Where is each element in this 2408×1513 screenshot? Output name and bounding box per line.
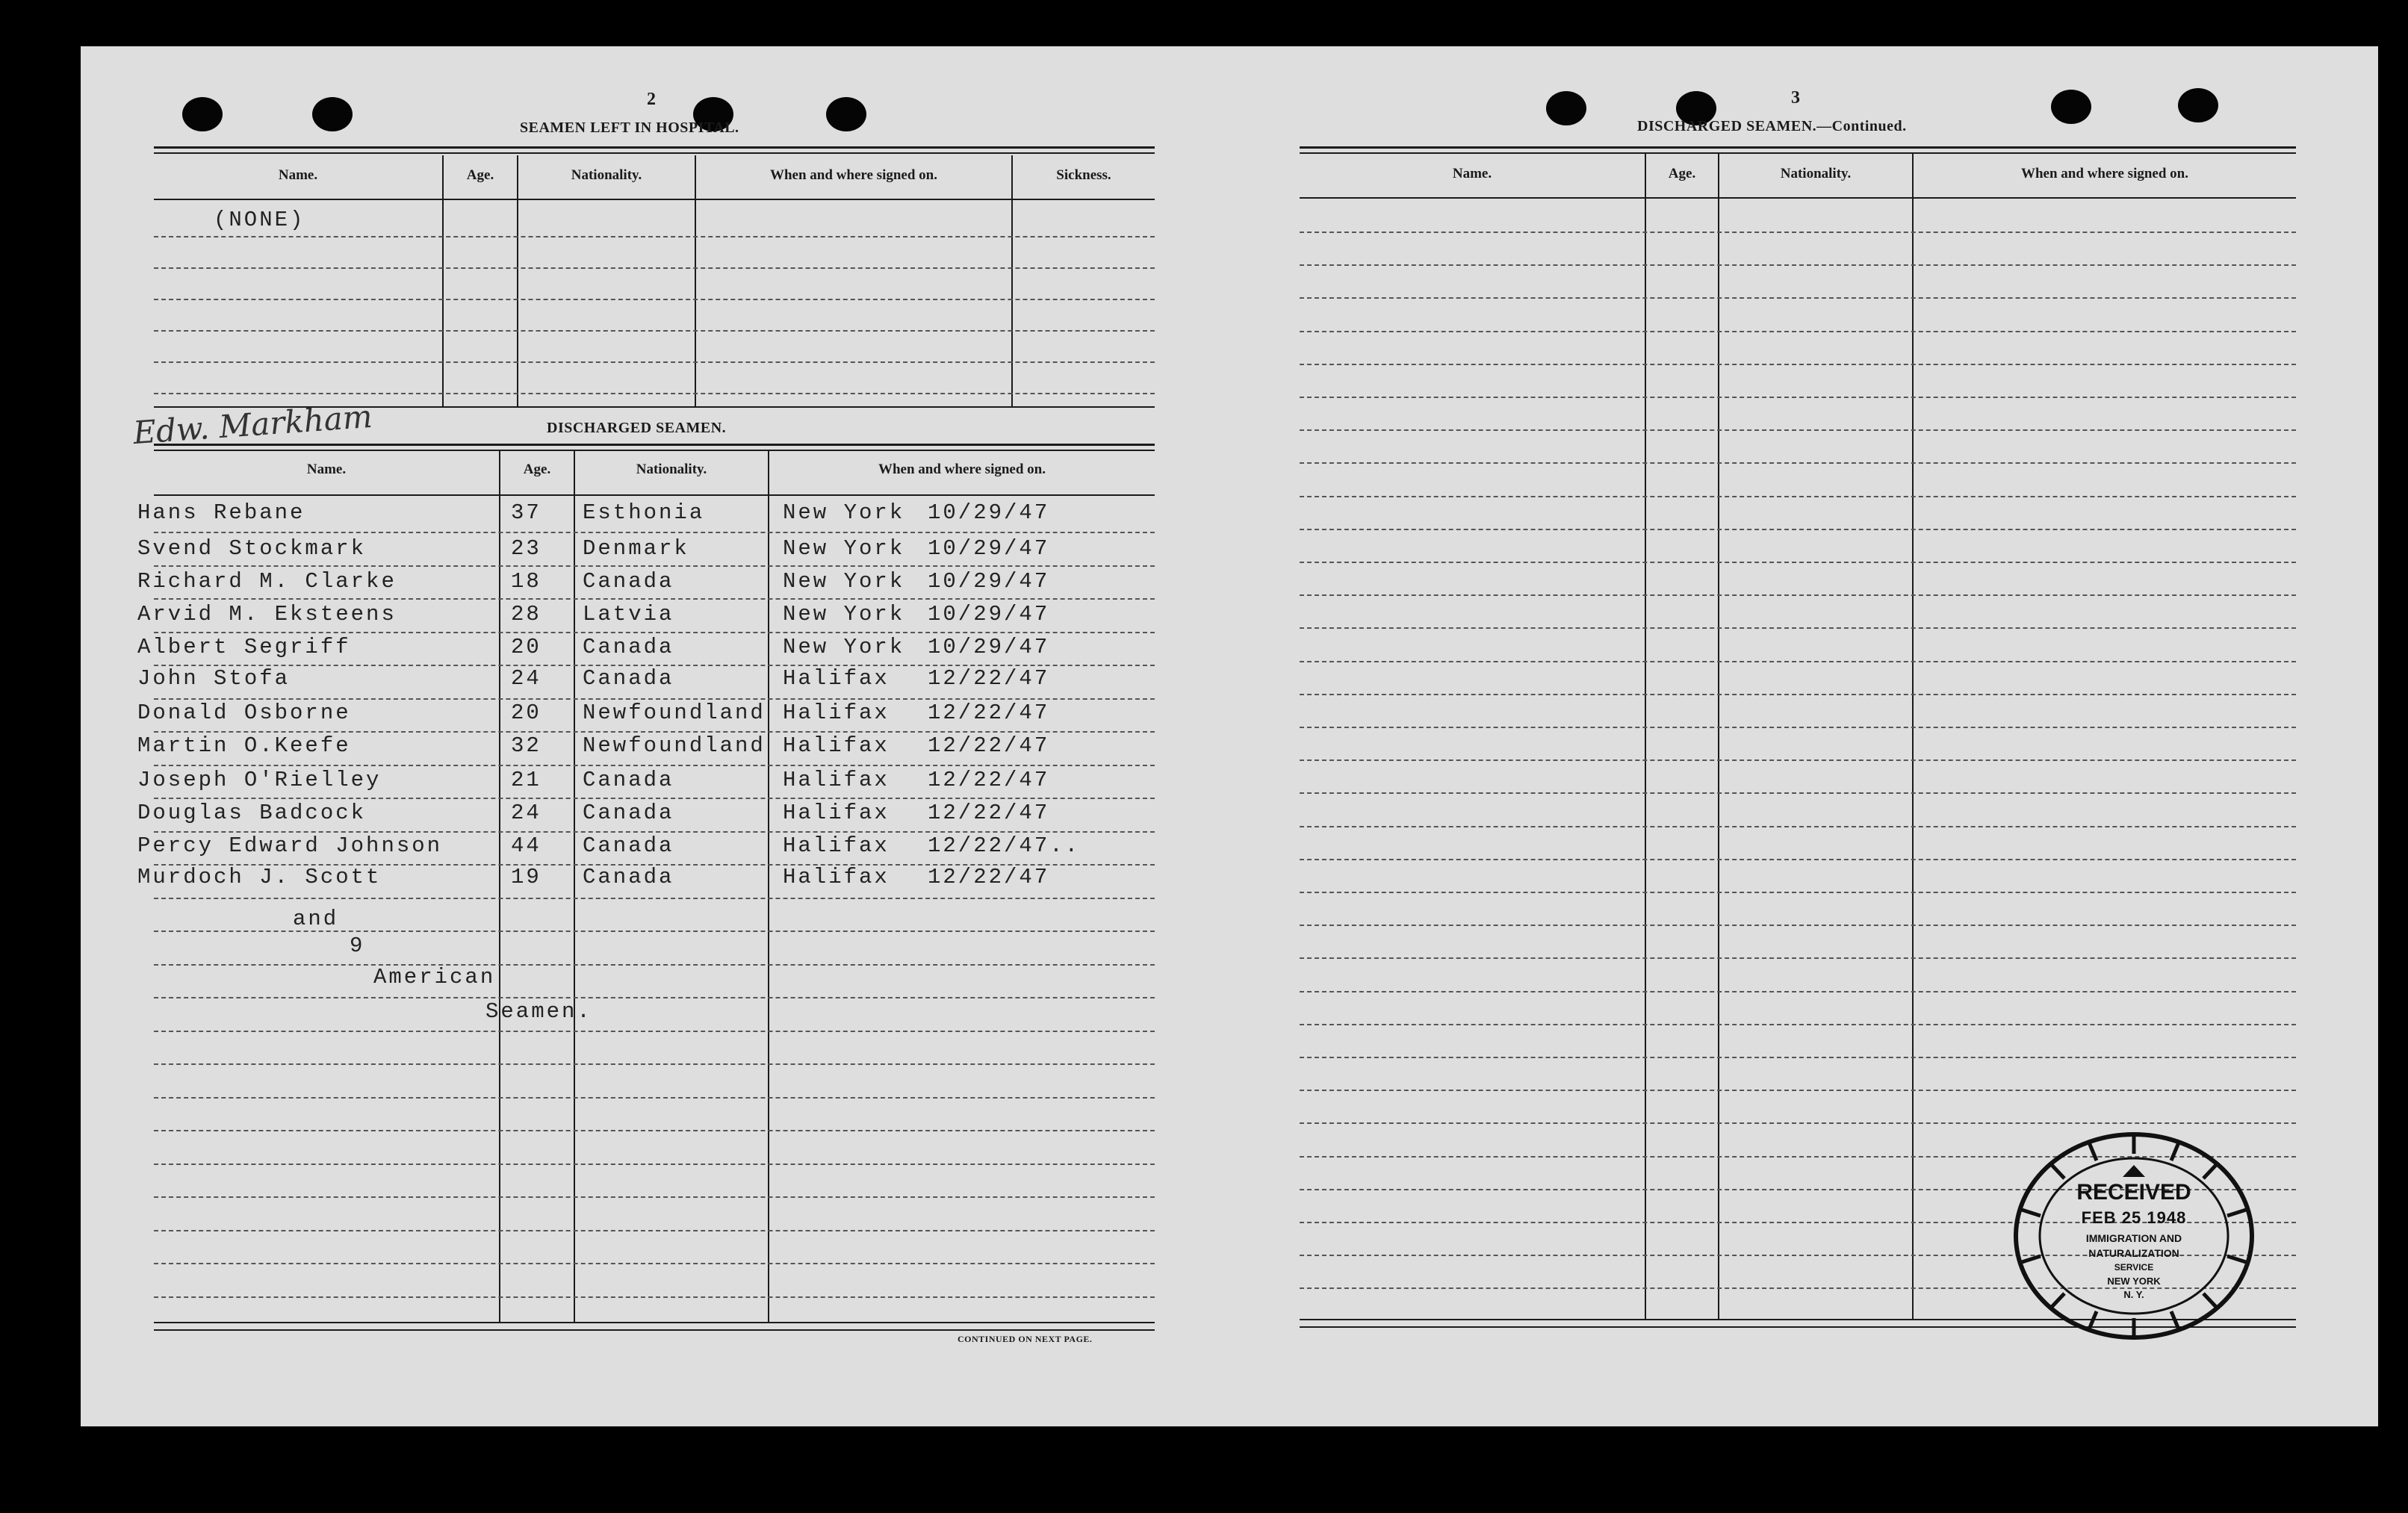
ruled-line bbox=[154, 1263, 1155, 1264]
hospital-entry: (NONE) bbox=[214, 208, 305, 232]
note-seamen: Seamen. bbox=[485, 999, 592, 1024]
seaman-name: Albert Segriff bbox=[137, 635, 351, 659]
table-top-rule bbox=[154, 444, 1155, 446]
signed-on-date: 12/22/47 bbox=[928, 768, 1050, 792]
seaman-nationality: Canada bbox=[583, 768, 674, 792]
column-header-age: Age. bbox=[466, 167, 494, 183]
seaman-age: 18 bbox=[511, 569, 542, 594]
seaman-nationality: Esthonia bbox=[583, 500, 705, 525]
seaman-age: 32 bbox=[511, 733, 542, 758]
ruled-line bbox=[154, 798, 1155, 799]
ruled-line bbox=[1300, 925, 2296, 926]
ruled-line bbox=[154, 1196, 1155, 1198]
discharged-heading: DISCHARGED SEAMEN. bbox=[547, 420, 727, 436]
header-underline bbox=[154, 199, 1155, 200]
ruled-line bbox=[1300, 1122, 2296, 1124]
seaman-nationality: Canada bbox=[583, 635, 674, 659]
column-divider bbox=[517, 155, 518, 406]
seaman-nationality: Newfoundland bbox=[583, 733, 766, 758]
ruled-line bbox=[154, 267, 1155, 269]
seaman-nationality: Newfoundland bbox=[583, 700, 766, 725]
signed-on-date: 10/29/47 bbox=[928, 569, 1050, 594]
ruled-line bbox=[154, 565, 1155, 567]
table-top-rule bbox=[154, 146, 1155, 149]
signature: Edw. Markham bbox=[131, 397, 374, 452]
column-divider bbox=[442, 155, 444, 406]
seaman-name: Donald Osborne bbox=[137, 700, 351, 725]
table-top-rule bbox=[1300, 152, 2296, 154]
column-header-signed-on: When and where signed on. bbox=[2020, 166, 2188, 181]
stamp-agency-1: IMMIGRATION AND bbox=[2085, 1232, 2182, 1244]
signed-on-date: 12/22/47 bbox=[928, 801, 1050, 825]
ruled-line bbox=[154, 632, 1155, 633]
column-header-signed-on: When and where signed on. bbox=[769, 167, 937, 183]
seaman-nationality: Canada bbox=[583, 865, 674, 889]
ruled-line bbox=[1300, 892, 2296, 893]
signed-on-place: New York bbox=[783, 500, 905, 525]
seaman-age: 23 bbox=[511, 536, 542, 561]
ruled-line bbox=[1300, 562, 2296, 563]
signed-on-place: Halifax bbox=[783, 768, 890, 792]
ruled-line bbox=[1300, 727, 2296, 728]
note-and: and bbox=[293, 907, 339, 931]
ruled-line bbox=[1300, 429, 2296, 431]
signed-on-date: 12/22/47.. bbox=[928, 833, 1081, 858]
column-header-name: Name. bbox=[278, 167, 318, 183]
signed-on-place: Halifax bbox=[783, 833, 890, 858]
ruled-line bbox=[1300, 661, 2296, 662]
seaman-nationality: Canada bbox=[583, 801, 674, 825]
ruled-line bbox=[154, 731, 1155, 733]
ruled-line bbox=[154, 1230, 1155, 1231]
seaman-age: 44 bbox=[511, 833, 542, 858]
seaman-name: Joseph O'Rielley bbox=[137, 768, 382, 792]
signed-on-date: 12/22/47 bbox=[928, 700, 1050, 725]
column-divider bbox=[1645, 154, 1646, 1320]
column-divider bbox=[574, 451, 575, 1322]
ruled-line bbox=[1300, 462, 2296, 464]
seaman-nationality: Denmark bbox=[583, 536, 689, 561]
seaman-nationality: Canada bbox=[583, 833, 674, 858]
ruled-line bbox=[154, 1164, 1155, 1165]
column-header-sickness: Sickness. bbox=[1056, 167, 1111, 183]
ruled-line bbox=[1300, 1090, 2296, 1091]
punch-hole bbox=[312, 97, 353, 131]
signed-on-place: New York bbox=[783, 569, 905, 594]
ruled-line bbox=[154, 236, 1155, 237]
seaman-name: Svend Stockmark bbox=[137, 536, 367, 561]
ruled-line bbox=[1300, 859, 2296, 860]
ruled-line bbox=[154, 1130, 1155, 1131]
signed-on-date: 10/29/47 bbox=[928, 536, 1050, 561]
table-top-rule bbox=[154, 450, 1155, 451]
ruled-line bbox=[154, 1296, 1155, 1298]
ruled-line bbox=[1300, 397, 2296, 398]
ruled-line bbox=[1300, 759, 2296, 761]
signed-on-date: 12/22/47 bbox=[928, 865, 1050, 889]
ruled-line bbox=[154, 964, 1155, 966]
ruled-line bbox=[1300, 496, 2296, 497]
table-bottom-rule bbox=[154, 1329, 1155, 1331]
signed-on-place: Halifax bbox=[783, 865, 890, 889]
ruled-line bbox=[1300, 264, 2296, 266]
ruled-line bbox=[154, 698, 1155, 700]
column-header-nationality: Nationality. bbox=[636, 462, 707, 477]
seaman-age: 37 bbox=[511, 500, 542, 525]
ruled-line bbox=[1300, 364, 2296, 365]
seaman-name: Arvid M. Eksteens bbox=[137, 602, 397, 627]
seaman-name: Douglas Badcock bbox=[137, 801, 367, 825]
seaman-name: Murdoch J. Scott bbox=[137, 865, 382, 889]
page-number-left: 2 bbox=[647, 90, 656, 109]
ruled-line bbox=[154, 831, 1155, 833]
column-divider bbox=[1912, 154, 1914, 1320]
ruled-line bbox=[154, 361, 1155, 363]
seaman-name: Martin O.Keefe bbox=[137, 733, 351, 758]
seaman-age: 21 bbox=[511, 768, 542, 792]
ruled-line bbox=[154, 598, 1155, 600]
ruled-line bbox=[1300, 957, 2296, 959]
seaman-age: 20 bbox=[511, 700, 542, 725]
received-stamp bbox=[2011, 1128, 2257, 1344]
ruled-line bbox=[154, 299, 1155, 300]
punch-hole bbox=[182, 97, 223, 131]
seaman-age: 19 bbox=[511, 865, 542, 889]
column-divider bbox=[768, 451, 769, 1322]
ruled-line bbox=[154, 1063, 1155, 1065]
punch-hole bbox=[2178, 88, 2218, 122]
signed-on-place: Halifax bbox=[783, 666, 890, 691]
ruled-line bbox=[1300, 627, 2296, 629]
ruled-line bbox=[1300, 991, 2296, 992]
punch-hole bbox=[1546, 91, 1586, 125]
signed-on-place: New York bbox=[783, 602, 905, 627]
discharged-continued-heading: DISCHARGED SEAMEN.—Continued. bbox=[1637, 118, 1907, 134]
ruled-line bbox=[1300, 331, 2296, 332]
ruled-line bbox=[1300, 1057, 2296, 1058]
ruled-line bbox=[1300, 594, 2296, 596]
column-divider bbox=[695, 155, 696, 406]
signed-on-place: Halifax bbox=[783, 700, 890, 725]
ruled-line bbox=[1300, 826, 2296, 827]
seaman-age: 24 bbox=[511, 801, 542, 825]
punch-hole bbox=[826, 97, 866, 131]
hospital-heading: SEAMEN LEFT IN HOSPITAL. bbox=[520, 119, 739, 136]
column-divider bbox=[499, 451, 500, 1322]
ruled-line bbox=[154, 1097, 1155, 1099]
stamp-agency-2: NATURALIZATION bbox=[2088, 1247, 2179, 1259]
seaman-nationality: Latvia bbox=[583, 602, 674, 627]
signed-on-date: 12/22/47 bbox=[928, 666, 1050, 691]
ruled-line bbox=[1300, 792, 2296, 794]
column-header-age: Age. bbox=[1668, 166, 1696, 181]
ruled-line bbox=[1300, 297, 2296, 299]
ruled-line bbox=[154, 393, 1155, 394]
signed-on-date: 10/29/47 bbox=[928, 500, 1050, 525]
table-bottom-rule bbox=[154, 1322, 1155, 1323]
signed-on-date: 10/29/47 bbox=[928, 635, 1050, 659]
seaman-name: John Stofa bbox=[137, 666, 291, 691]
seaman-age: 24 bbox=[511, 666, 542, 691]
column-header-nationality: Nationality. bbox=[571, 167, 642, 183]
note-american: American bbox=[373, 965, 496, 989]
signed-on-place: Halifax bbox=[783, 801, 890, 825]
ruled-line bbox=[1300, 529, 2296, 530]
column-divider bbox=[1718, 154, 1719, 1320]
ruled-line bbox=[154, 997, 1155, 998]
signed-on-date: 10/29/47 bbox=[928, 602, 1050, 627]
seaman-nationality: Canada bbox=[583, 666, 674, 691]
seaman-nationality: Canada bbox=[583, 569, 674, 594]
stamp-city: NEW YORK bbox=[2107, 1276, 2161, 1287]
ruled-line bbox=[1300, 1024, 2296, 1025]
seaman-age: 28 bbox=[511, 602, 542, 627]
column-header-signed-on: When and where signed on. bbox=[878, 462, 1046, 477]
column-header-name: Name. bbox=[1452, 166, 1492, 181]
header-underline bbox=[1300, 197, 2296, 199]
column-header-nationality: Nationality. bbox=[1780, 166, 1852, 181]
ruled-line bbox=[1300, 694, 2296, 695]
signed-on-date: 12/22/47 bbox=[928, 733, 1050, 758]
seaman-name: Percy Edward Johnson bbox=[137, 833, 443, 858]
header-underline bbox=[154, 494, 1155, 496]
seaman-name: Richard M. Clarke bbox=[137, 569, 397, 594]
stamp-date: FEB 25 1948 bbox=[2081, 1208, 2187, 1227]
seaman-name: Hans Rebane bbox=[137, 500, 305, 525]
stamp-agency-3: SERVICE bbox=[2114, 1262, 2154, 1273]
column-divider bbox=[1011, 155, 1013, 406]
ruled-line bbox=[154, 765, 1155, 766]
punch-hole bbox=[2051, 90, 2091, 124]
ruled-line bbox=[154, 532, 1155, 533]
signed-on-place: New York bbox=[783, 536, 905, 561]
seaman-age: 20 bbox=[511, 635, 542, 659]
table-top-rule bbox=[1300, 146, 2296, 149]
column-header-name: Name. bbox=[306, 462, 347, 477]
ruled-line bbox=[154, 1031, 1155, 1032]
continued-footer: CONTINUED ON NEXT PAGE. bbox=[958, 1334, 1093, 1344]
page-number-right: 3 bbox=[1791, 88, 1800, 108]
column-header-age: Age. bbox=[523, 462, 551, 477]
table-top-rule bbox=[154, 152, 1155, 154]
stamp-state: N. Y. bbox=[2123, 1289, 2144, 1300]
ruled-line bbox=[154, 330, 1155, 332]
ruled-line bbox=[154, 898, 1155, 899]
signed-on-place: Halifax bbox=[783, 733, 890, 758]
stamp-received: RECEIVED bbox=[2076, 1180, 2191, 1205]
signed-on-place: New York bbox=[783, 635, 905, 659]
note-count: 9 bbox=[350, 933, 365, 958]
ruled-line bbox=[1300, 232, 2296, 233]
